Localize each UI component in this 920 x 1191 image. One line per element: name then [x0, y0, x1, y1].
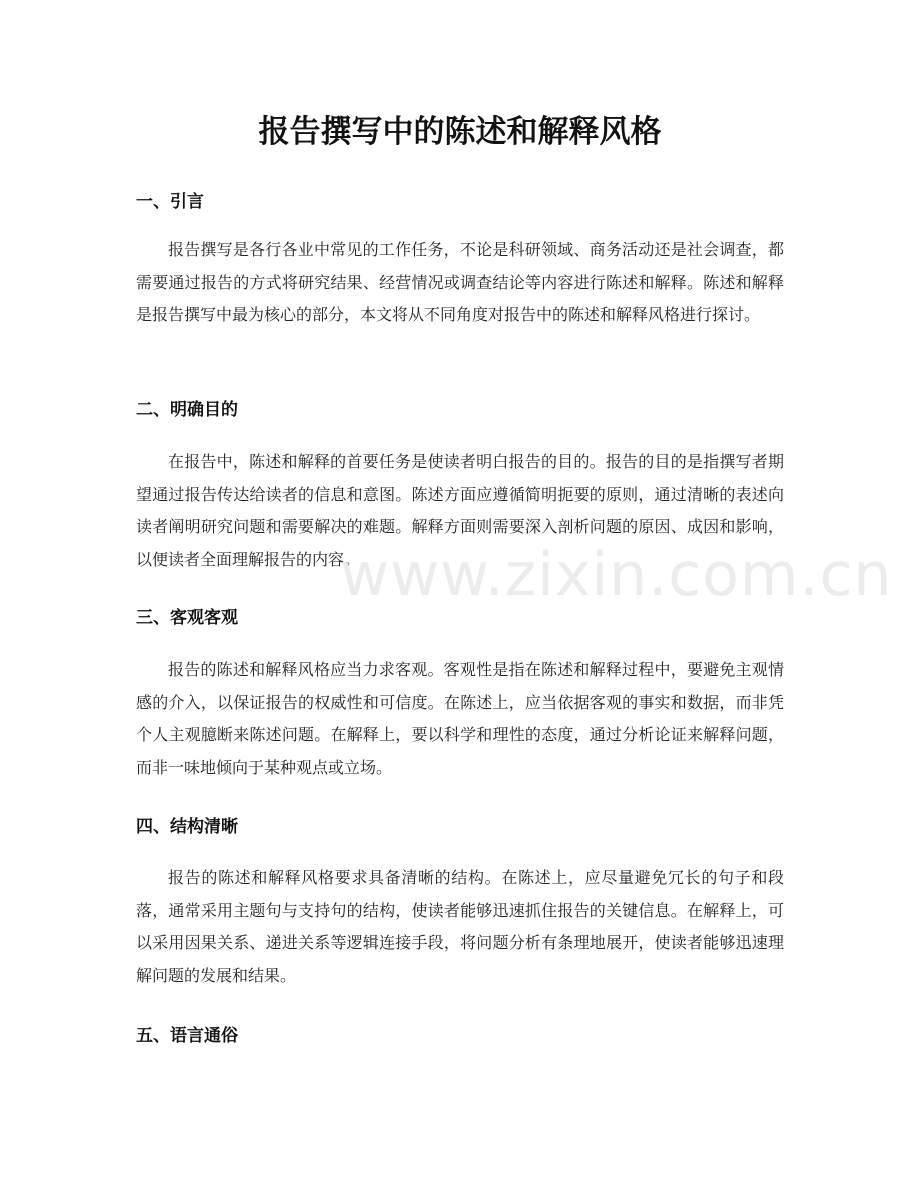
section-body-purpose: 在报告中，陈述和解释的首要任务是使读者明白报告的目的。报告的目的是指撰写者期望通过报告传达给读者的信息和意图。陈述方面应遵循简明扼要的原则，通过清晰的表述向读者阐明研究问题和需要解决的难题。解释方面则需要深入剖析问题的原因、成因和影响，以便读者全面理解报告的内容。 — [136, 452, 784, 570]
document-title: 报告撰写中的陈述和解释风格 — [258, 114, 662, 150]
section-heading-structure: 四、结构清晰 — [136, 817, 238, 837]
section-body-objective: 报告的陈述和解释风格应当力求客观。客观性是指在陈述和解释过程中，要避免主观情感的介入，以保证报告的权威性和可信度。在陈述上，应当依据客观的事实和数据，而非凭个人主观臆断来陈述问题。在解释上，要以科学和理性的态度，通过分析论证来解释问题，而非一味地倾向于某种观点或立场。 — [136, 660, 784, 778]
section-heading-language: 五、语言通俗 — [136, 1026, 238, 1046]
section-heading-purpose: 二、明确目的 — [136, 400, 238, 420]
section-body-intro: 报告撰写是各行各业中常见的工作任务，不论是科研领域、商务活动还是社会调查，都需要通过报告的方式将研究结果、经营情况或调查结论等内容进行陈述和解释。陈述和解释是报告撰写中最为核心的部分，本文将从不同角度对报告中的陈述和解释风格进行探讨。 — [136, 240, 784, 325]
watermark: www.zixin.com.cn — [340, 540, 893, 610]
section-heading-intro: 一、引言 — [136, 192, 204, 212]
section-body-structure: 报告的陈述和解释风格要求具备清晰的结构。在陈述上，应尽量避免冗长的句子和段落，通常采用主题句与支持句的结构，使读者能够迅速抓住报告的关键信息。在解释上，可以采用因果关系、递进关系等逻辑连接手段，将问题分析有条理地展开，使读者能够迅速理解问题的发展和结果。 — [136, 868, 784, 986]
section-heading-objective: 三、客观客观 — [136, 608, 238, 628]
